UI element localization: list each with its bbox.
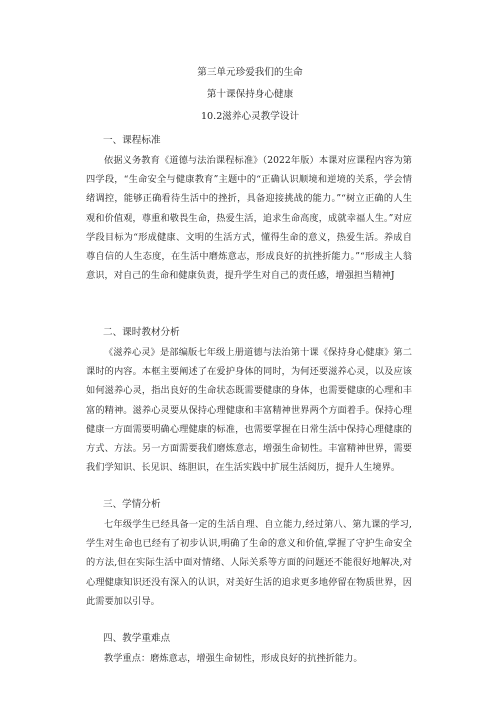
section-heading-analysis: 二、课时教材分析 xyxy=(103,327,180,338)
section-body-learners: 七年级学生已经具备一定的生活自理、自立能力,经过第八、第九课的学习,学生对生命也已经有了初步认识,明确了生命的意义和价值,掌握了守护生命安全的方法,但在实际生活中面对情绪、人际关系等方面的问题还不能很好地解决,对心理健康知识还没有深入的认识，对美好生活的追求更多地停留在物质世界，因此需要加以引导。 xyxy=(86,519,412,607)
section-body-analysis: 《滋养心灵》是部编版七年级上册道德与法治第十课《保持身心健康》第二课时的内容。本框主要阐述了在爱护身体的同时，为何还要滋养心灵，以及应该如何滋养心灵，指出良好的生命状态既需要健康的身体，也需要健康的心理和丰富的精神。滋养心灵要从保持心理健康和丰富精神世界两个方面着手。保持心理健康一方面需要明确心理健康的标准，也需要掌握在日常生活中保持心理健康的方式、方法。另一方面需要我们磨炼意志，增强生命韧性。丰富精神世界，需要我们学知识、长见识、练胆识，在生活实践中扩展生活阅历，提升人生境界。 xyxy=(86,347,412,474)
section-body-standards: 依据义务教育《道德与法治课程标准》（2022年版）本课对应课程内容为第四学段，“生命安全与健康教育”主题中的“正确认识顺境和逆境的关系，学会情绪调控，能够正确看待生活中的挫折，具备迎接挑战的能力。”“树立正确的人生观和价值观，尊重和敬畏生命，热爱生活，追求生命高度，成就幸福人生。”对应学段目标为“形成健康、文明的生活方式，懂得生命的意义，热爱生活。养成自尊自信的人生态度，在生活中磨炼意志，形成良好的抗挫折能力。”“形成主人翁意识，对自己的生命和健康负责，提升学生对自己的责任感，增强担当精神J xyxy=(86,155,412,282)
lesson-title: 第十课保持身心健康 xyxy=(206,89,294,100)
section-heading-learners: 三、学情分析 xyxy=(103,499,161,510)
design-title: 10.2滋养心灵教学设计 xyxy=(200,111,300,122)
section-heading-key-points: 四、教学重难点 xyxy=(103,633,171,644)
unit-title: 第三单元珍爱我们的生命 xyxy=(197,67,303,78)
section-body-key-points: 教学重点：磨炼意志，增强生命韧性，形成良好的抗挫折能力。 xyxy=(104,653,363,664)
section-heading-standards: 一、课程标准 xyxy=(103,135,161,146)
